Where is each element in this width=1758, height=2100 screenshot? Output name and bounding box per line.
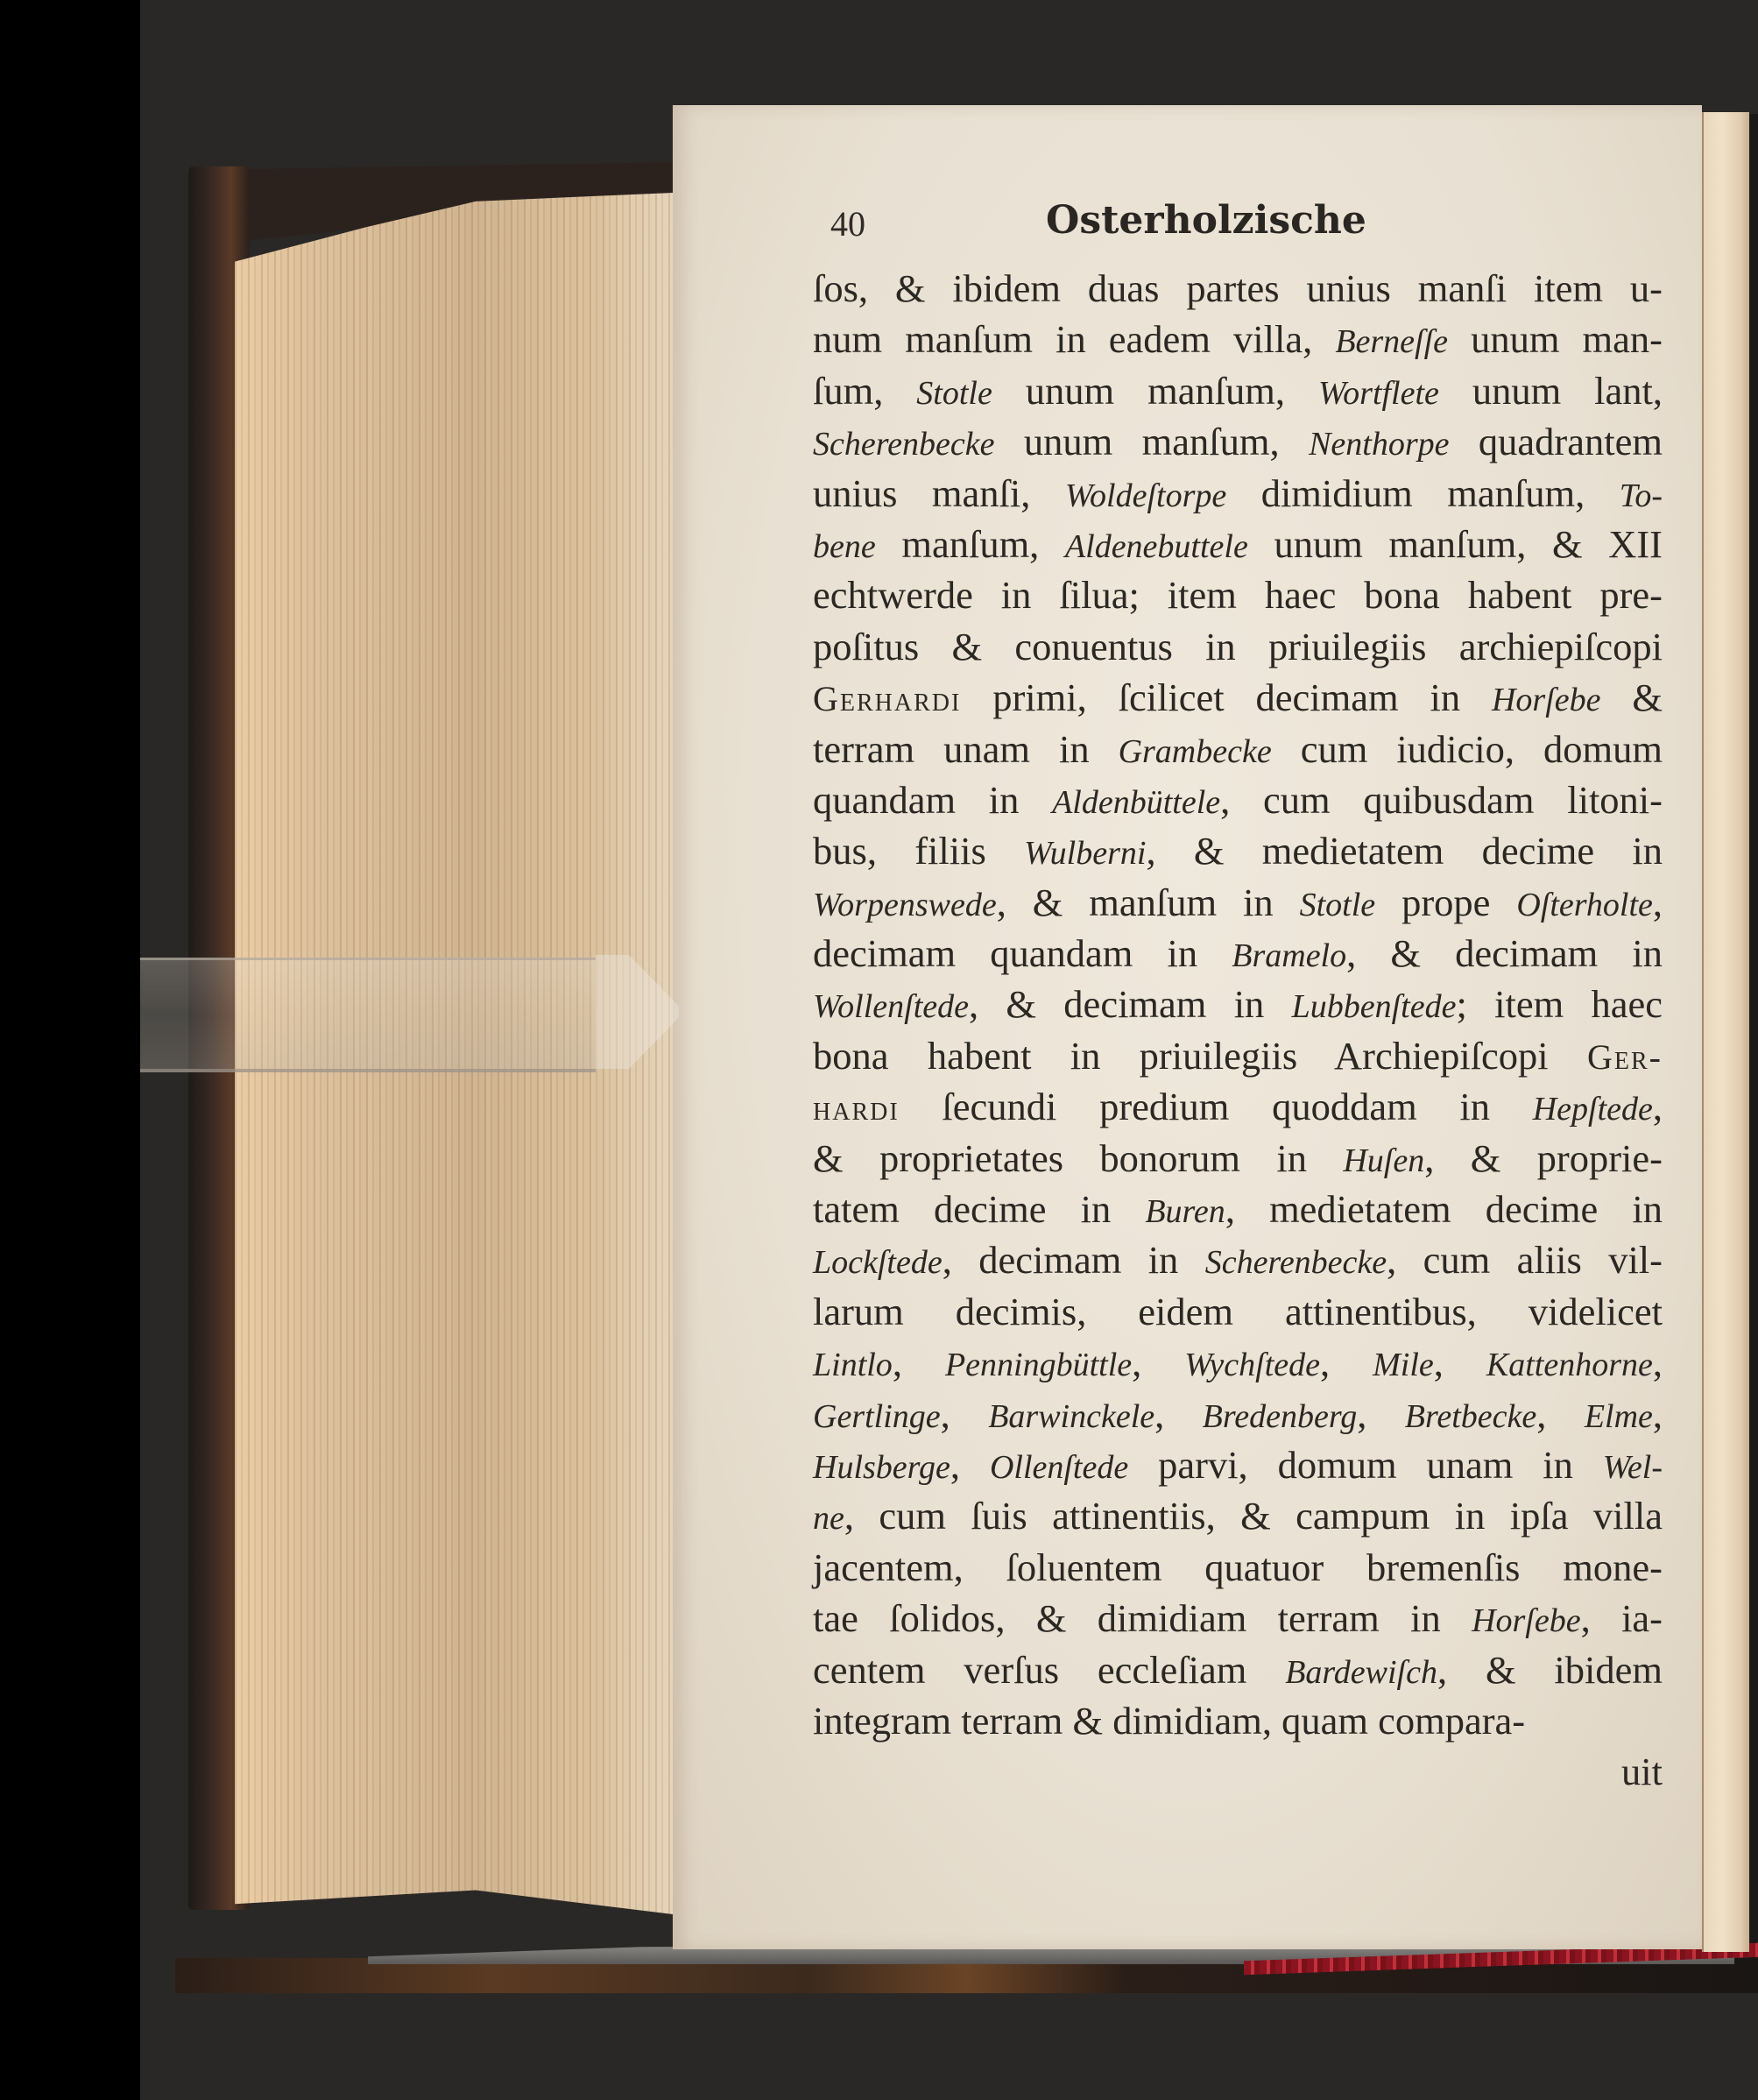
text-line bbox=[813, 1644, 1663, 1695]
place-name: Scherenbecke bbox=[813, 426, 995, 463]
text-run: & proprietates bonorum in bbox=[813, 1135, 1344, 1180]
place-name: Aldenebuttele bbox=[1064, 527, 1248, 565]
running-head-title: Osterholzische bbox=[1046, 198, 1366, 243]
text-run: , decimam in bbox=[942, 1238, 1205, 1283]
text-run: , bbox=[1652, 1085, 1663, 1129]
text-line bbox=[813, 263, 1663, 314]
text-line bbox=[813, 979, 1663, 1029]
text-run: , bbox=[1357, 1391, 1405, 1436]
small-caps-name: Ger- bbox=[1587, 1036, 1663, 1077]
text-line bbox=[813, 1286, 1663, 1337]
text-run: num manſum in eadem villa, bbox=[813, 317, 1336, 362]
text-run: , & decimam in bbox=[969, 982, 1292, 1027]
text-line bbox=[813, 1389, 1663, 1439]
place-name: Ollenſtede bbox=[989, 1448, 1129, 1486]
text-run: & bbox=[1600, 675, 1663, 720]
place-name: bene bbox=[813, 527, 876, 565]
place-name: Elme bbox=[1584, 1397, 1653, 1435]
text-run: , bbox=[1652, 1340, 1663, 1385]
text-line bbox=[813, 1542, 1663, 1593]
place-name: Lubbenſtede bbox=[1291, 988, 1457, 1026]
place-name: Grambecke bbox=[1118, 732, 1272, 770]
text-run: , bbox=[892, 1340, 945, 1385]
text-line bbox=[813, 825, 1663, 876]
text-line bbox=[813, 519, 1663, 569]
text-run: manſum, bbox=[875, 521, 1065, 566]
text-line bbox=[813, 1337, 1663, 1388]
place-name: Wulberni bbox=[1024, 835, 1147, 873]
small-caps-name: Gerhardi bbox=[813, 679, 962, 719]
text-line bbox=[813, 877, 1663, 928]
text-run: integram terram & dimidiam, quam compara- bbox=[813, 1698, 1526, 1743]
text-run: poſitus & conuentus in priuilegiis archiepiſcopi bbox=[813, 624, 1663, 668]
text-run: tatem decime in bbox=[813, 1187, 1146, 1232]
text-run: bona habent in priuilegiis Archiepiſcopi bbox=[813, 1033, 1587, 1078]
text-line bbox=[813, 1133, 1663, 1184]
text-run: centem verſus eccleſiam bbox=[813, 1647, 1286, 1692]
text-line bbox=[813, 1234, 1663, 1285]
text-run: cum iudicio, domum bbox=[1271, 726, 1663, 771]
place-name: Nenthorpe bbox=[1309, 426, 1450, 463]
text-run: quadrantem bbox=[1449, 420, 1663, 464]
place-name: ne bbox=[813, 1500, 844, 1538]
text-line bbox=[813, 468, 1663, 519]
text-run: unum manſum, bbox=[992, 368, 1318, 413]
text-run: , bbox=[950, 1442, 990, 1487]
text-run: prope bbox=[1375, 880, 1517, 924]
place-name: Bardewiſch bbox=[1285, 1653, 1437, 1691]
page-number: 40 bbox=[830, 204, 865, 244]
text-run: , bbox=[1154, 1391, 1203, 1436]
text-line bbox=[813, 1184, 1663, 1234]
text-run: , & decimam in bbox=[1346, 931, 1663, 976]
place-name: Penningbüttle bbox=[944, 1347, 1133, 1384]
text-run: , & proprie- bbox=[1424, 1135, 1663, 1180]
text-run: quandam in bbox=[813, 777, 1053, 822]
place-name: Lockſtede bbox=[813, 1244, 943, 1282]
text-run: , cum quibusdam litoni- bbox=[1220, 777, 1663, 822]
page-header bbox=[830, 198, 1409, 256]
place-name: Worpenswede bbox=[813, 886, 997, 923]
acrylic-bookmark[interactable] bbox=[140, 958, 596, 1072]
text-run: ſum, bbox=[813, 368, 917, 413]
place-name: Stotle bbox=[916, 374, 992, 412]
text-run: unum manſum, bbox=[994, 420, 1310, 464]
text-run: ſos, & ibidem duas partes unius manſi item u- bbox=[813, 266, 1663, 310]
catchword: uit bbox=[1621, 1750, 1663, 1794]
place-name: Huſen bbox=[1343, 1142, 1425, 1179]
text-line bbox=[813, 365, 1663, 416]
text-run: , bbox=[1652, 880, 1663, 924]
place-name: Oſterholte bbox=[1516, 886, 1653, 923]
place-name: Bredenberg bbox=[1202, 1397, 1358, 1435]
text-line bbox=[813, 416, 1663, 467]
place-name: Wel- bbox=[1602, 1448, 1663, 1486]
text-line bbox=[813, 621, 1663, 672]
text-line bbox=[813, 774, 1663, 825]
text-line bbox=[813, 724, 1663, 774]
text-run: ; item haec bbox=[1456, 982, 1663, 1027]
text-run: , bbox=[1652, 1391, 1663, 1436]
text-run: primi, ſcilicet decimam in bbox=[961, 675, 1492, 720]
text-line bbox=[813, 569, 1663, 620]
small-caps-name: hardi bbox=[813, 1088, 900, 1128]
place-name: Hepſtede bbox=[1532, 1091, 1653, 1128]
place-name: Mile bbox=[1373, 1347, 1434, 1384]
text-run: jacentem, ſoluentem quatuor bremenſis mone- bbox=[813, 1545, 1663, 1589]
text-run: terram unam in bbox=[813, 726, 1119, 771]
text-run: decimam quandam in bbox=[813, 931, 1232, 976]
text-run: , bbox=[1320, 1340, 1373, 1385]
text-line bbox=[813, 1593, 1663, 1644]
text-line bbox=[813, 314, 1663, 364]
place-name: Buren bbox=[1145, 1193, 1225, 1231]
place-name: Gertlinge bbox=[813, 1397, 941, 1435]
place-name: Wollenſtede bbox=[813, 988, 969, 1026]
text-run: dimidium manſum, bbox=[1226, 470, 1620, 515]
text-run: parvi, domum unam in bbox=[1128, 1442, 1603, 1487]
text-run: , & ibidem bbox=[1437, 1647, 1663, 1692]
body-text bbox=[813, 263, 1663, 1798]
place-name: Aldenbüttele bbox=[1052, 783, 1221, 821]
text-run: unum man- bbox=[1448, 317, 1663, 362]
place-name: Bretbecke bbox=[1404, 1397, 1537, 1435]
place-name: Lintlo bbox=[813, 1347, 893, 1384]
text-line bbox=[813, 928, 1663, 979]
text-run: , & manſum in bbox=[996, 880, 1300, 924]
text-line bbox=[813, 1030, 1663, 1081]
place-name: Scherenbecke bbox=[1204, 1244, 1387, 1282]
text-run: tae ſolidos, & dimidiam terram in bbox=[813, 1596, 1472, 1641]
text-run: , bbox=[1132, 1340, 1185, 1385]
text-run: larum decimis, eidem attinentibus, videlicet bbox=[813, 1289, 1663, 1333]
text-run: echtwerde in ſilua; item haec bona habent pre- bbox=[813, 573, 1663, 618]
place-name: Bramelo bbox=[1232, 937, 1347, 975]
text-run: unius manſi, bbox=[813, 470, 1065, 515]
text-line bbox=[813, 672, 1663, 723]
place-name: Kattenhorne bbox=[1486, 1347, 1653, 1384]
text-run: ſecundi predium quoddam in bbox=[899, 1085, 1533, 1129]
text-run: , medietatem decime in bbox=[1225, 1187, 1663, 1232]
place-name: Barwinckele bbox=[988, 1397, 1155, 1435]
text-run: , ia- bbox=[1580, 1596, 1663, 1641]
text-run: , bbox=[1433, 1340, 1486, 1385]
place-name: Woldeſtorpe bbox=[1064, 477, 1227, 514]
text-run: , bbox=[940, 1391, 989, 1436]
place-name: Horſebe bbox=[1491, 682, 1601, 719]
text-line bbox=[813, 1081, 1663, 1132]
text-line bbox=[813, 1695, 1663, 1746]
text-run: bus, filiis bbox=[813, 829, 1025, 873]
place-name: Wortflete bbox=[1317, 374, 1439, 412]
place-name: Wychſtede bbox=[1184, 1347, 1320, 1384]
text-run: , cum aliis vil- bbox=[1387, 1238, 1663, 1283]
text-run: unum lant, bbox=[1438, 368, 1663, 413]
place-name: Horſebe bbox=[1472, 1602, 1581, 1640]
text-run: , & medietatem decime in bbox=[1146, 829, 1663, 873]
gutter-leaves bbox=[1702, 112, 1749, 1952]
place-name: Stotle bbox=[1299, 886, 1376, 923]
text-line bbox=[813, 1439, 1663, 1490]
place-name: To- bbox=[1619, 477, 1663, 514]
text-run: , bbox=[1536, 1391, 1585, 1436]
text-line bbox=[813, 1490, 1663, 1541]
text-run: , cum ſuis attinentiis, & campum in ipſa villa bbox=[844, 1494, 1663, 1538]
place-name: Hulsberge bbox=[813, 1448, 950, 1486]
text-run: unum manſum, & XII bbox=[1247, 521, 1663, 566]
place-name: Berneſſe bbox=[1335, 323, 1449, 361]
